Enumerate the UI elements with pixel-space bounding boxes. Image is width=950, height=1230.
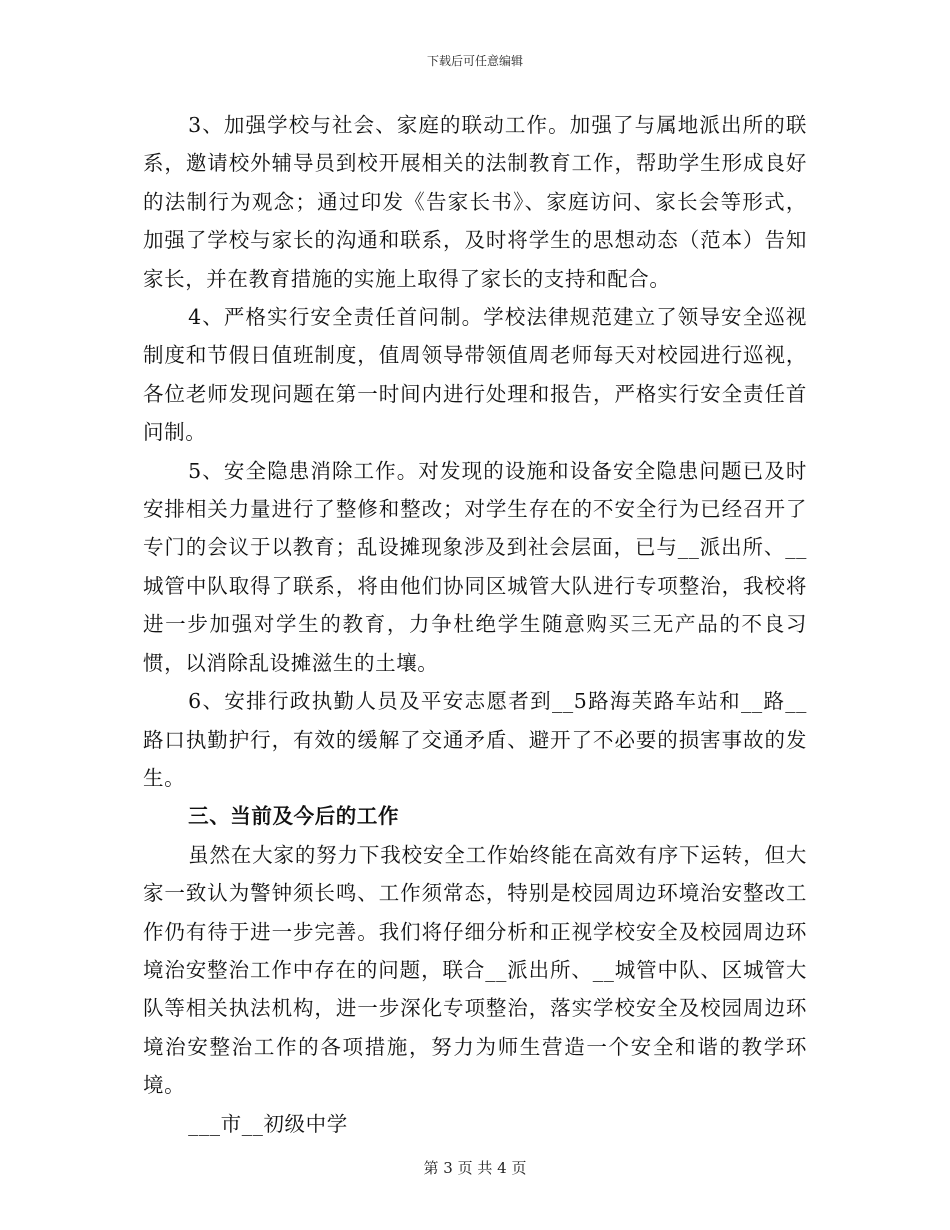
page-header: 下载后可任意编辑 [426, 54, 523, 68]
paragraph-item-3: 3、加强学校与社会、家庭的联动工作。加强了与属地派出所的联系，邀请校外辅导员到校开展相关的法制教育工作，帮助学生形成良好的法制行为观念；通过印发《告家长书》、家庭访问、家长会等形式，加强了学校与家长的沟通和联系，及时将学生的思想动态（范本）告知家长，并在教育措施的实施上取得了家长的支持和配合。 [143, 113, 807, 291]
signature-line: ___市__初级中学 [188, 1111, 348, 1136]
paragraph-item-6: 6、安排行政执勤人员及平安志愿者到__5路海芙路车站和__路__路口执勤护行，有效的缓解了交通矛盾、避开了不必要的损害事故的发生。 [143, 689, 807, 790]
document-body [143, 106, 807, 1143]
section-heading: 三、当前及今后的工作 [188, 804, 400, 829]
page-number-footer: 第 3 页 共 4 页 [423, 1159, 527, 1177]
paragraph-item-4: 4、严格实行安全责任首问制。学校法律规范建立了领导安全巡视制度和节假日值班制度，值周领导带领值周老师每天对校园进行巡视，各位老师发现问题在第一时间内进行处理和报告，严格实行安全责任首问制。 [143, 305, 807, 445]
closing-paragraph: 虽然在大家的努力下我校安全工作始终能在高效有序下运转，但大家一致认为警钟须长鸣、工作须常态，特别是校园周边环境治安整改工作仍有待于进一步完善。我们将仔细分析和正视学校安全及校园周边环境治安整治工作中存在的问题，联合__派出所、__城管中队、区城管大队等相关执法机构，进一步深化专项整治，落实学校安全及校园周边环境治安整治工作的各项措施，努力为师生营造一个安全和谐的教学环境。 [143, 842, 807, 1098]
paragraph-item-5: 5、安全隐患消除工作。对发现的设施和设备安全隐患问题已及时安排相关力量进行了整修和整改；对学生存在的不安全行为已经召开了专门的会议于以教育；乱设摊现象涉及到社会层面，已与__派出所、__城管中队取得了联系，将由他们协同区城管大队进行专项整治，我校将进一步加强对学生的教育，力争杜绝学生随意购买三无产品的不良习惯，以消除乱设摊滋生的土壤。 [143, 458, 807, 675]
